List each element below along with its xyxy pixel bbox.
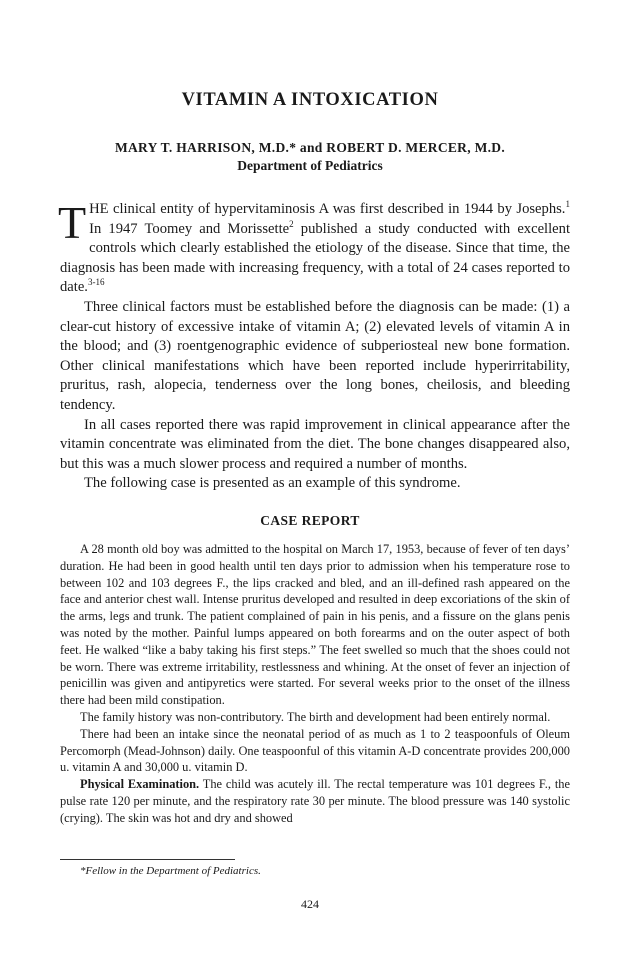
intro-text [58, 197, 570, 494]
intro-paragraph-3: In all cases reported there was rapid improvement in clinical appearance after the vitamin concentrate was eliminated from the diet. The bone changes disappeared also, but this was a much slower process and required a number of months. [60, 416, 570, 472]
intro-paragraph-2: Three clinical factors must be established before the diagnosis can be made: (1) a clear-cut history of excessive intake of vitamin A; (2) elevated levels of vitamin A in the blood; and (3) roentgenographic evidence of subperiosteal new bone formation. Other clinical manifestations which have been reported include hyperirritability, pruritus, rash, alopecia, tenderness over the long bones, cheilosis, and bleeding tendency. [60, 298, 570, 413]
footnote-rule [60, 859, 235, 860]
case-paragraph-2: The family history was non-contributory. The birth and development had been entirely normal. [80, 709, 551, 724]
case-paragraph-1: A 28 month old boy was admitted to the hospital on March 17, 1953, because of fever of ten days’ duration. He had been in good health until ten days prior to admission when his temperature rose to between 102 and 103 degrees F., the lips cracked and bled, and an ill-defined rash appeared on the face and anterior chest wall. Intense pruritus developed and resulted in deep excoriations of the skin of the arms, legs and trunk. The patient complained of pain in his penis, and a fissure on the glans penis was noted by the mother. Painful lumps appeared on both forearms and on the outer aspect of both feet. He walked “like a baby taking his first steps.” The feet swelled so much that the shoes could not be worn. There was extreme irritability, restlessness and whining. At the onset of fever an injection of penicillin was given and antipyretics were started. For several weeks prior to the onset of the illness there had been mild constipation. [60, 542, 570, 708]
intro-paragraph-1: THE clinical entity of hypervitaminosis A was first described in 1944 by Josephs.$^1$ In 1947 Toomey and Morissette$^2$ published a study conducted with excellent controls which clearly established the etiology of the disease. Since that time, the diagnosis has been made with increasing frequency, with a total of 24 cases reported to date.$^{3-16}$ [58, 197, 570, 296]
case-paragraph-4: Physical Examination. The child was acutely ill. The rectal temperature was 101 degrees F., the pulse rate 120 per minute, and the respiratory rate 30 per minute. The blood pressure was 140 systolic (crying). The skin was hot and dry and showed [60, 777, 570, 825]
case-paragraph-3: There had been an intake since the neonatal period of as much as 1 to 2 teaspoonfuls of Oleum Percomorph (Mead-Johnson) daily. One teaspoonful of this vitamin A-D concentrate provides 200,000 u. vitamin A and 30,000 u. vitamin D. [60, 726, 570, 775]
physical-exam-heading: Physical Examination. [80, 777, 200, 792]
intro-paragraph-4: The following case is presented as an example of this syndrome. [84, 475, 461, 492]
author-line: MARY T. HARRISON, M.D.* and ROBERT D. MERCER, M.D. [114, 140, 506, 155]
case-report-text [60, 541, 570, 827]
reference-1: 1 [565, 199, 570, 210]
article-title: VITAMIN A INTOXICATION [181, 90, 439, 110]
drop-cap: T [58, 197, 87, 248]
reference-3-16: 3-16 [87, 277, 105, 288]
page-number: 424 [301, 897, 319, 911]
reference-2: 2 [289, 218, 294, 229]
department-line: Department of Pediatrics [237, 158, 383, 173]
case-report-heading: CASE REPORT [260, 513, 360, 528]
footnote: *Fellow in the Department of Pediatrics. [80, 865, 261, 877]
